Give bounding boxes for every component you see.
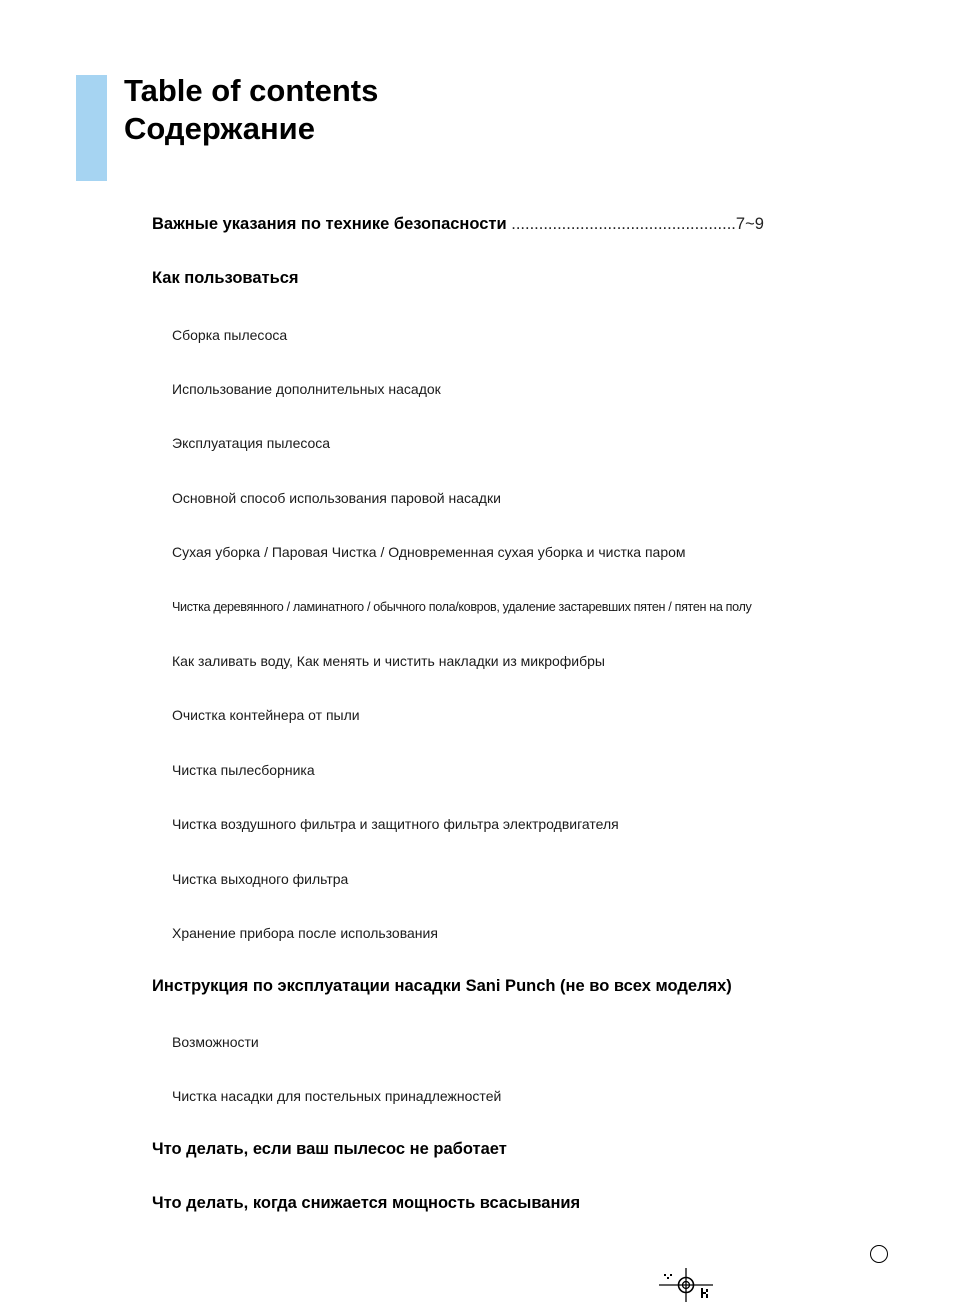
toc-item-bedding-nozzle[interactable]: Чистка насадки для постельных принадлежностей [172,1088,502,1104]
toc-entry-safety-label: Важные указания по технике безопасности [152,215,507,233]
toc-page-range: 7~9 [735,215,764,233]
toc-item-water-microfiber[interactable]: Как заливать воду, Как менять и чистить накладки из микрофибры [172,653,605,669]
toc-leader-dots: ................................................. [506,215,736,233]
toc-item-dry-steam-cleaning[interactable]: Сухая уборка / Паровая Чистка / Одновременная сухая уборка и чистка паром [172,544,686,560]
toc-item-floor-cleaning[interactable]: Чистка деревянного / ламинатного / обычного пола/ковров, удаление застаревших пятен / пятен на полу [172,600,752,614]
toc-item-accessories[interactable]: Использование дополнительных насадок [172,381,441,397]
toc-section-how-to-use[interactable]: Как пользоваться [152,269,299,287]
toc-item-steam-basics[interactable]: Основной способ использования паровой насадки [172,490,501,506]
toc-item-exhaust-filter[interactable]: Чистка выходного фильтра [172,871,349,887]
toc-item-assembly[interactable]: Сборка пылесоса [172,327,288,343]
toc-section-not-working[interactable]: Что делать, если ваш пылесос не работает [152,1140,507,1158]
toc-item-features[interactable]: Возможности [172,1034,259,1050]
page-title-en: Table of contents [124,73,379,108]
toc-section-suction-loss[interactable]: Что делать, когда снижается мощность всасывания [152,1194,581,1212]
toc-section-sani-punch[interactable]: Инструкция по эксплуатации насадки Sani Punch (не во всех моделях) [152,977,732,995]
toc-item-dust-container[interactable]: Очистка контейнера от пыли [172,707,360,723]
page-title-ru: Содержание [124,111,315,146]
page-number-circle-icon [870,1245,888,1263]
toc-item-air-filter[interactable]: Чистка воздушного фильтра и защитного фильтра электродвигателя [172,816,619,832]
toc-item-dust-bag[interactable]: Чистка пылесборника [172,762,315,778]
toc-item-storage[interactable]: Хранение прибора после использования [172,925,438,941]
registration-crosshair-icon [657,1266,715,1304]
toc-item-operation[interactable]: Эксплуатация пылесоса [172,435,331,451]
toc-entry-safety[interactable] [152,215,764,234]
